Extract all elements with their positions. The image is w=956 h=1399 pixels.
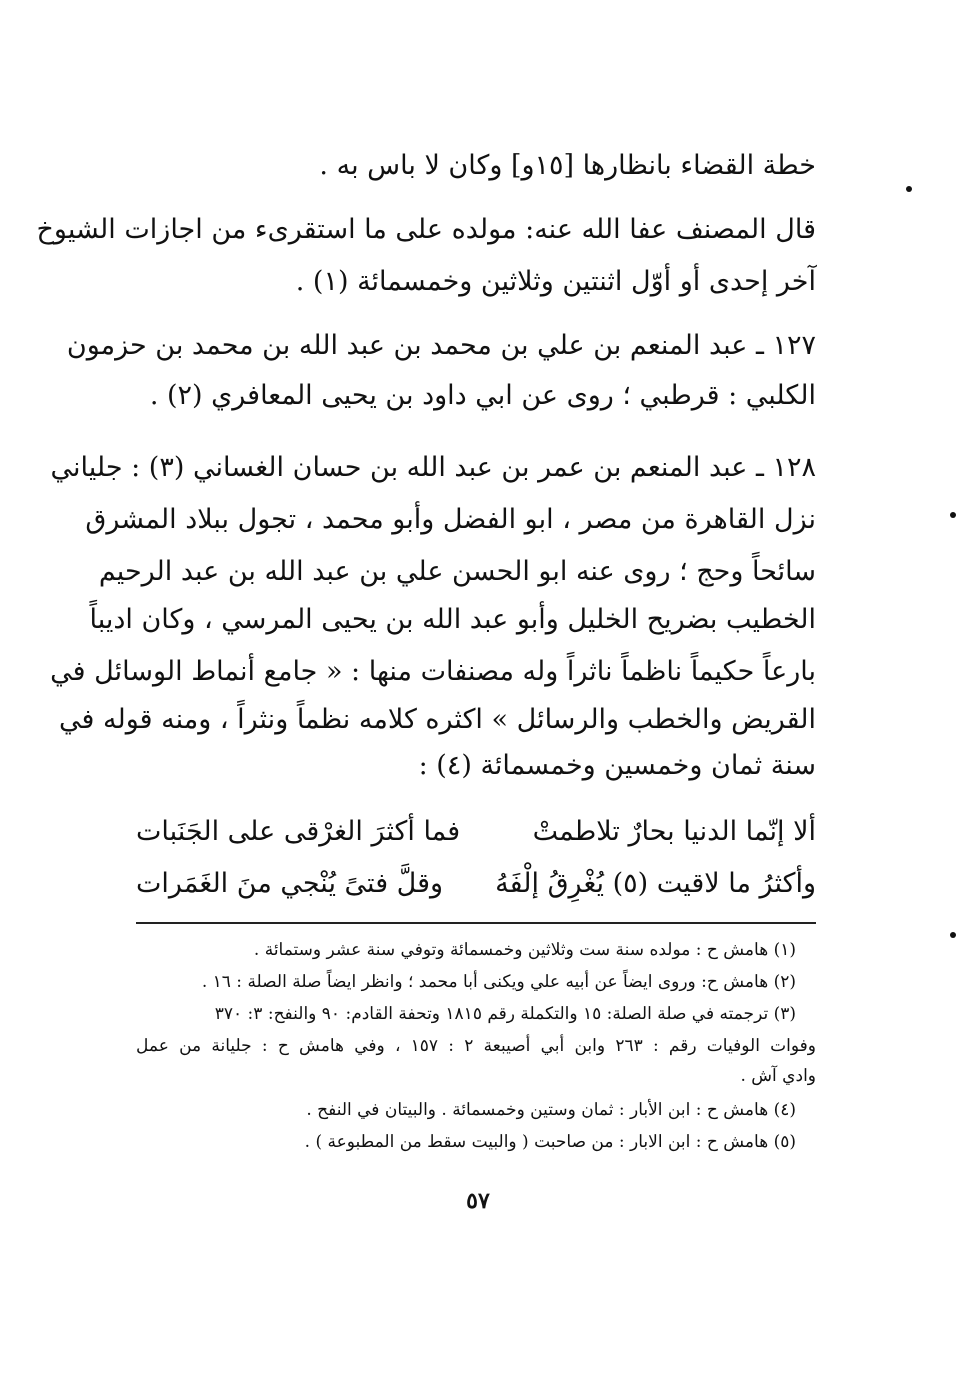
footnote-separator xyxy=(136,922,816,924)
entry-127-line: الكلبي : قرطبي ؛ روى عن ابي داود بن يحيى المعافري (٢) . xyxy=(149,380,816,411)
verse-line xyxy=(136,864,816,908)
verse-first-hemistich: وأكثرُ ما لاقيت (٥) يُغْرِقُ إلْفَهُ xyxy=(495,868,816,899)
entry-128-line: نزل القاهرة من مصر ، ابو الفضل وأبو محمد ، تجول ببلاد المشرق xyxy=(85,504,816,535)
verse-second-hemistich: وقلَّ فتىً يُنْجي منَ الغَمَرات xyxy=(136,868,444,899)
body-line: قال المصنف عفا الله عنه: مولده على ما استقرىء من اجازات الشيوخ xyxy=(36,214,816,245)
footnote: (١) هامش ح : مولده سنة ست وثلاثين وخمسمائة وتوفي سنة عشر وستمائة . xyxy=(253,940,796,960)
entry-128-line: ١٢٨ ـ عبد المنعم بن عمر بن عبد الله بن حسان الغساني (٣) : جلياني xyxy=(50,452,816,483)
verse-line xyxy=(136,812,816,856)
footnote-continuation: وادي آش . xyxy=(740,1066,816,1086)
footnote: (٤) هامش ح : ابن الأبار : ثمان وستين وخمسمائة . والبيتان في النفح . xyxy=(306,1100,796,1120)
body-line: آخر إحدى أو أوّل اثنتين وثلاثين وخمسمائة (١) . xyxy=(295,266,816,297)
footnote-continuation: وفوات الوفيات رقم : ٢٦٣ وابن أبي أصيبعة ٢ : ١٥٧ ، وفي هامش ح : جليانة من عمل xyxy=(136,1036,816,1056)
verse-first-hemistich: ألا إنّما الدنيا بحارٌ تلاطمتْ xyxy=(532,816,816,847)
entry-127-line: ١٢٧ ـ عبد المنعم بن علي بن محمد بن عبد الله بن محمد بن حزمون xyxy=(66,330,816,361)
scan-mark xyxy=(950,512,956,518)
scan-mark xyxy=(906,186,912,192)
page-number: ٥٧ xyxy=(466,1188,490,1214)
entry-128-line: سائحاً وحج ؛ روى عنه ابو الحسن علي بن عبد الله بن عبد الرحيم xyxy=(98,556,816,587)
entry-128-line: سنة ثمان وخمسين وخمسمائة (٤) : xyxy=(418,750,816,781)
body-line: خطة القضاء بانظارها [١٥و] وكان لا باس به . xyxy=(319,150,816,181)
footnote: (٢) هامش ح: وروى ايضاً عن أبيه علي ويكنى أبا محمد ؛ وانظر ايضاً صلة الصلة : ١٦ . xyxy=(201,972,796,992)
footnote: (٣) ترجمته في صلة الصلة: ١٥ والتكملة رقم ١٨١٥ وتحفة القادم: ٩٠ والنفح: ٣: ٣٧٠ xyxy=(214,1004,796,1024)
footnote: (٥) هامش ح : ابن الابار : من صاحبت ( والبيت سقط من المطبوعة ) . xyxy=(304,1132,796,1152)
scan-mark xyxy=(950,932,956,938)
entry-128-line: بارعاً حكيماً ناظماً ناثراً وله مصنفات منها : « جامع أنماط الوسائل في xyxy=(50,656,816,687)
verse-second-hemistich: فما أكثرَ الغرْقى على الجَنَبات xyxy=(136,816,461,847)
entry-128-line: القريض والخطب والرسائل » اكثره كلامه نظماً ونثراً ، ومنه قوله في xyxy=(59,704,816,735)
entry-128-line: الخطيب بضريح الخليل وأبو عبد الله بن يحيى المرسي ، وكان اديباً xyxy=(89,604,816,635)
